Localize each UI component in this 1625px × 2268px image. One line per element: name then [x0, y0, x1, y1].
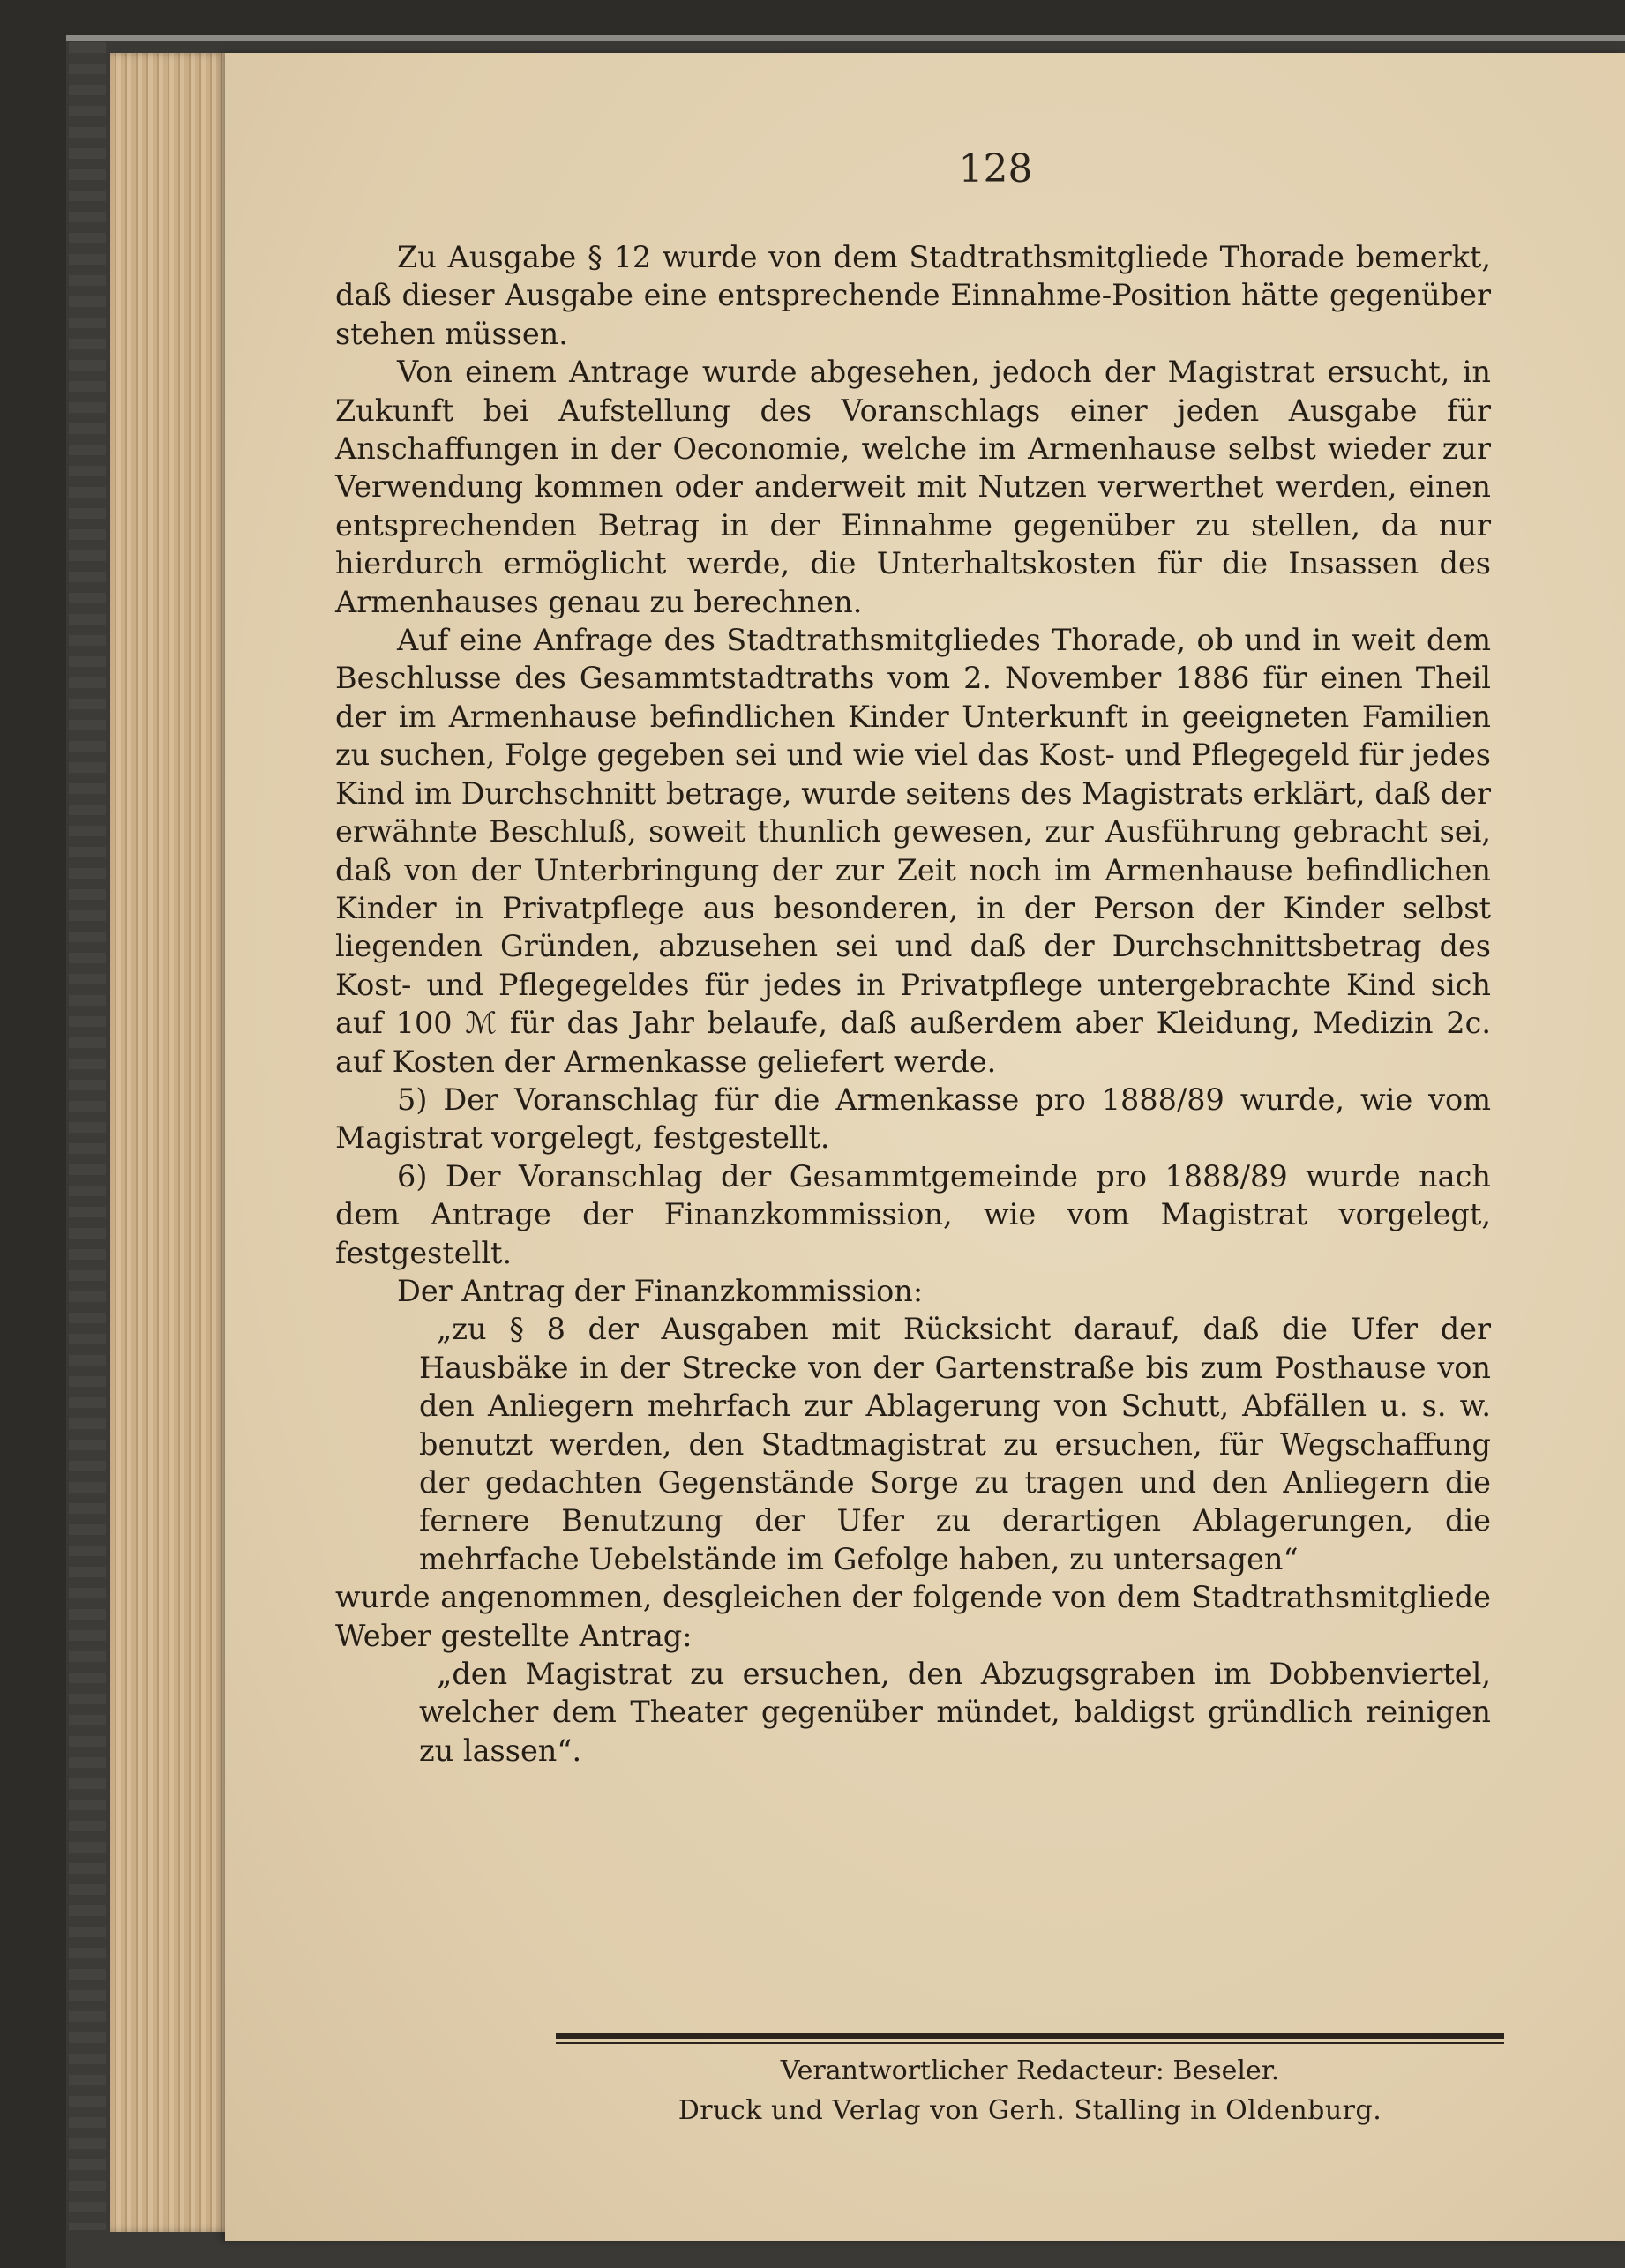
- paragraph: Der Antrag der Finanzkommission:: [397, 1273, 924, 1308]
- editor-line: Verantwortlicher Redacteur: Beseler.: [780, 2055, 1280, 2086]
- page-stack-edge: [110, 53, 234, 2232]
- quoted-motion: „den Magistrat zu ersuchen, den Abzugsgraben im Dobbenviertel, welcher dem Theater gegenüber mündet, baldigst gründlich reinigen zu lassen“.: [419, 1657, 1491, 1768]
- footer-rule-thin: [556, 2042, 1504, 2044]
- footer-rule: [556, 2033, 1504, 2039]
- page-body: [335, 238, 1491, 1770]
- paragraph: Zu Ausgabe § 12 wurde von dem Stadtrathsmitgliede Thorade bemerkt, daß dieser Ausgabe eine entsprechende Einnahme-Position hätte gegenüber stehen müssen.: [335, 240, 1491, 351]
- paragraph: Auf eine Anfrage des Stadtrathsmitgliedes Thorade, ob und in weit dem Beschlusse des Gesammtstadtraths vom 2. November 1886 für einen Theil der im Armenhause befindlichen Kinder Unterkunft in geeigneten Familien zu suchen, Folge gegeben sei und wie viel das Kost- und Pflegegeld für jedes Kind im Durchschnitt betrage, wurde seitens des Magistrats erklärt, daß der erwähnte Beschluß, soweit thunlich gewesen, zur Ausführung gebracht sei, daß von der Unterbringung der zur Zeit noch im Armenhause befindlichen Kinder in Privatpflege aus besonderen, in der Person der Kinder selbst liegenden Gründen, abzusehen sei und daß der Durchschnittsbetrag des Kost- und Pflegegeldes für jedes in Privatpflege untergebrachte Kind sich auf 100 ℳ für das Jahr belaufe, daß außerdem aber Kleidung, Medizin 2c. auf Kosten der Armenkasse geliefert werde.: [335, 623, 1491, 1079]
- printer-line: Druck und Verlag von Gerh. Stalling in Oldenburg.: [678, 2095, 1382, 2126]
- paragraph: Von einem Antrage wurde abgesehen, jedoch der Magistrat ersucht, in Zukunft bei Aufstellung des Voranschlags einer jeden Ausgabe für Anschaffungen in der Oeconomie, welche im Armenhause selbst wieder zur Verwendung kommen oder anderweit mit Nutzen verwerthet werden, einen entsprechenden Betrag in der Einnahme gegenüber zu stellen, da nur hierdurch ermöglicht werde, die Unterhaltskosten für die Insassen des Armenhauses genau zu berechnen.: [335, 355, 1491, 619]
- quoted-motion: „zu § 8 der Ausgaben mit Rücksicht darauf, daß die Ufer der Hausbäke in der Strecke von der Gartenstraße bis zum Posthause von den Anliegern mehrfach zur Ablagerung von Schutt, Abfällen u. s. w. benutzt werden, den Stadtmagistrat zu ersuchen, für Wegschaffung der gedachten Gegenstände Sorge zu tragen und den Anliegern die fernere Benutzung der Ufer zu derartigen Ablagerungen, die mehrfache Uebelstände im Gefolge haben, zu untersagen“: [419, 1312, 1491, 1576]
- paragraph: wurde angenommen, desgleichen der folgende von dem Stadtrathsmitgliede Weber gestellte Antrag:: [335, 1580, 1491, 1653]
- paragraph: 6) Der Voranschlag der Gesammtgemeinde pro 1888/89 wurde nach dem Antrage der Finanzkommission, wie vom Magistrat vorgelegt, festgestellt.: [335, 1158, 1491, 1270]
- page-number: 128: [958, 146, 1033, 191]
- paragraph: 5) Der Voranschlag für die Armenkasse pro 1888/89 wurde, wie vom Magistrat vorgelegt, festgestellt.: [335, 1082, 1491, 1156]
- book-spine-edge: [69, 42, 106, 2230]
